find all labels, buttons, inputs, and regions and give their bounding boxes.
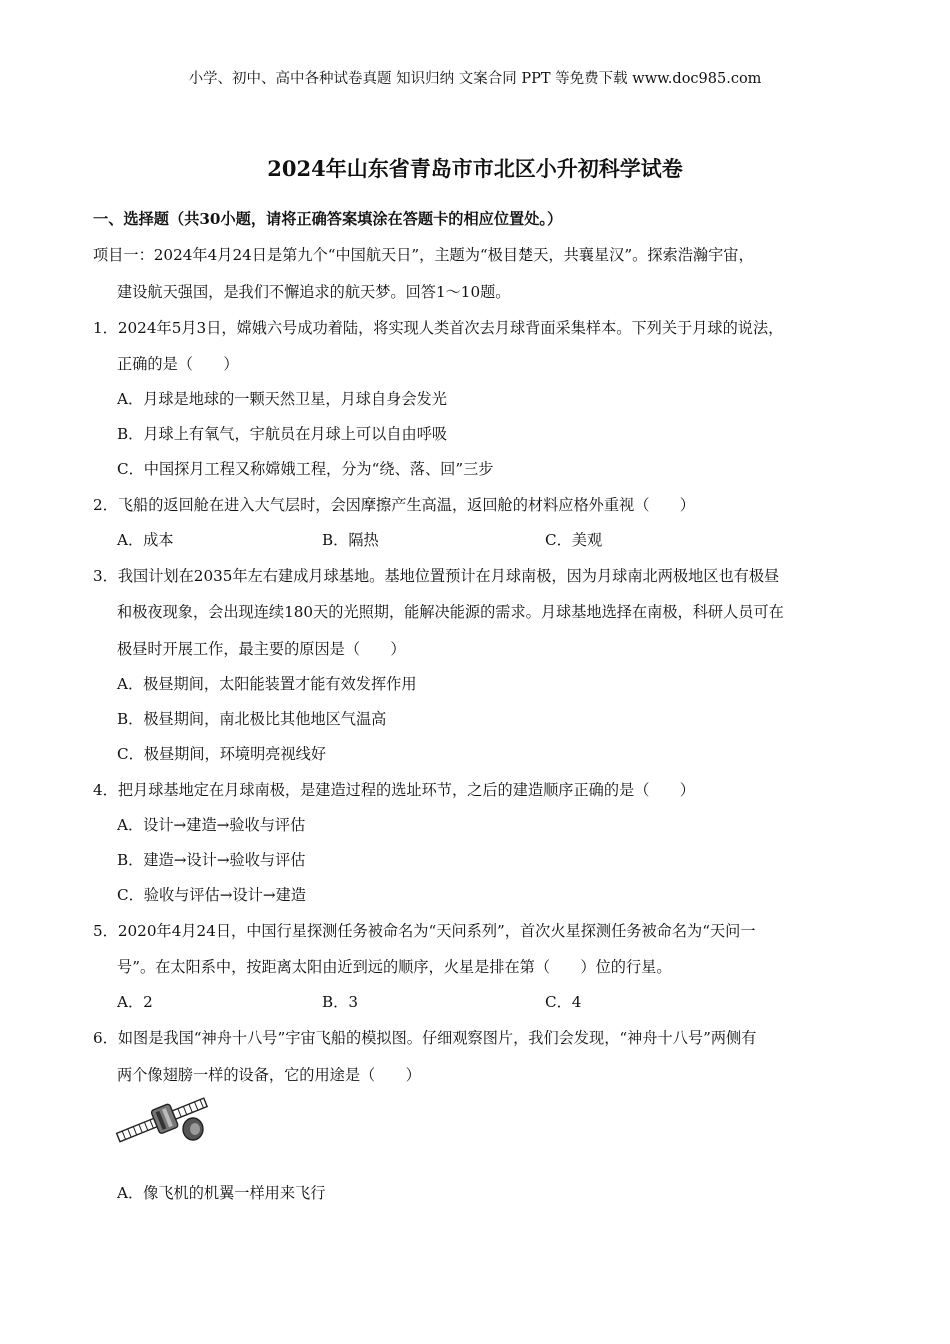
option-b: B．隔热 [322,531,379,549]
question-stem: 5．2020年4月24日，中国行星探测任务被命名为“天问系列”，首次火星探测任务被命名为“天问一 [93,922,756,940]
option-a: A．成本 [117,531,174,549]
option-c: C．4 [545,993,582,1011]
question-stem: 3．我国计划在2035年左右建成月球基地。基地位置预计在月球南极，因为月球南北两极地区也有极昼 [93,567,780,585]
option-c: C．极昼期间，环境明亮视线好 [117,745,327,763]
question-stem: 6．如图是我国“神舟十八号”宇宙飞船的模拟图。仔细观察图片，我们会发现，“神舟十八号”两侧有 [93,1029,757,1047]
exam-title: 2024年山东省青岛市市北区小升初科学试卷 [267,156,683,181]
question-stem: 号”。在太阳系中，按距离太阳由近到远的顺序，火星是排在第（ ）位的行星。 [117,958,672,976]
option-a: A．设计→建造→验收与评估 [117,816,306,834]
spacecraft-image [113,1095,213,1145]
option-c: C．验收与评估→设计→建造 [117,886,306,904]
option-a: A．月球是地球的一颗天然卫星，月球自身会发光 [117,390,447,408]
question-stem: 1．2024年5月3日，嫦娥六号成功着陆，将实现人类首次去月球背面采集样本。下列关于月球的说法， [93,319,784,337]
question-stem: 和极夜现象，会出现连续180天的光照期，能解决能源的需求。月球基地选择在南极，科研人员可在 [117,603,784,621]
option-a: A．极昼期间，太阳能装置才能有效发挥作用 [117,675,417,693]
option-b: B．极昼期间，南北极比其他地区气温高 [117,710,387,728]
question-stem: 极昼时开展工作，最主要的原因是（ ） [117,640,406,658]
page-header: 小学、初中、高中各种试卷真题 知识归纳 文案合同 PPT 等免费下载 www.doc985.com [188,71,762,87]
option-b: B．建造→设计→验收与评估 [117,851,306,869]
option-b: B．月球上有氧气，宇航员在月球上可以自由呼吸 [117,425,448,443]
option-a: A．像飞机的机翼一样用来飞行 [117,1184,326,1202]
intro-line-1: 项目一：2024年4月24日是第九个“中国航天日”，主题为“极目楚天，共襄星汉”。探索浩瀚宇宙， [93,246,754,264]
question-stem: 正确的是（ ） [117,355,239,373]
intro-line-2: 建设航天强国，是我们不懈追求的航天梦。回答1～10题。 [117,283,511,301]
question-stem: 4．把月球基地定在月球南极，是建造过程的选址环节，之后的建造顺序正确的是（ ） [93,781,695,799]
question-stem: 两个像翅膀一样的设备，它的用途是（ ） [117,1066,421,1084]
option-b: B．3 [322,993,359,1011]
section-heading: 一、选择题（共30小题，请将正确答案填涂在答题卡的相应位置处。） [93,210,563,228]
option-a: A．2 [117,993,153,1011]
option-c: C．中国探月工程又称嫦娥工程，分为“绕、落、回”三步 [117,460,494,478]
question-stem: 2．飞船的返回舱在进入大气层时，会因摩擦产生高温，返回舱的材料应格外重视（ ） [93,496,695,514]
option-c: C．美观 [545,531,603,549]
